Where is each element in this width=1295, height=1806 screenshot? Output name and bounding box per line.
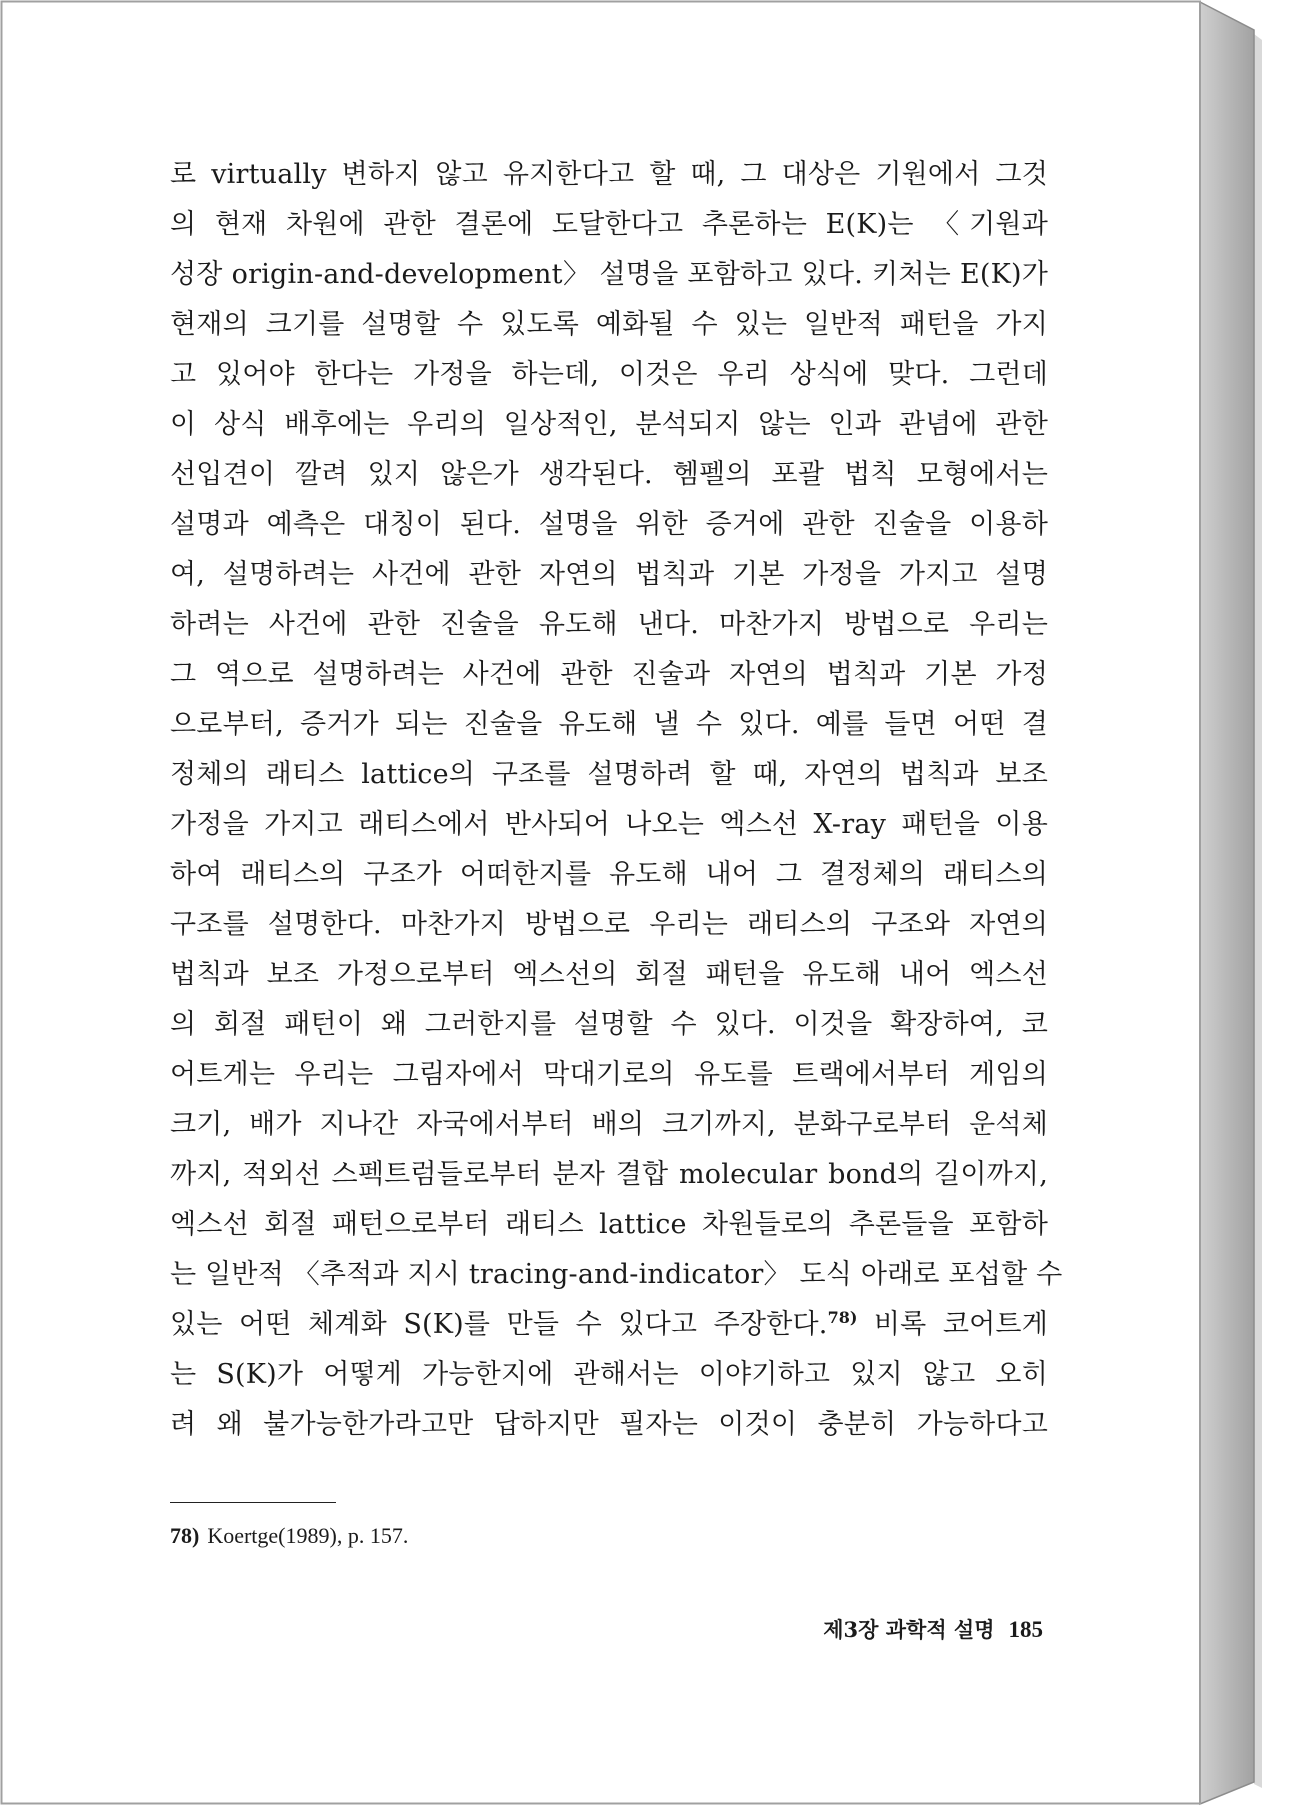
text-line: 으로부터, 증거가 되는 진술을 유도해 낼 수 있다. 예를 들면 어떤 결 xyxy=(170,709,1048,740)
footnote-divider xyxy=(170,1502,336,1503)
footnote-text: Koertge(1989), p. 157. xyxy=(207,1523,409,1548)
text-line: 하여 래티스의 구조가 어떠한지를 유도해 내어 그 결정체의 래티스의 xyxy=(170,859,1048,890)
text-line: 정체의 래티스 lattice의 구조를 설명하려 할 때, 자연의 법칙과 보조 xyxy=(170,759,1048,790)
text-line: 법칙과 보조 가정으로부터 엑스선의 회절 패턴을 유도해 내어 엑스선 xyxy=(170,959,1048,990)
text-line: 는 일반적 〈추적과 지시 tracing-and-indicator〉 도식 아래로 포섭할 수 xyxy=(170,1259,1063,1290)
text-line: 여, 설명하려는 사건에 관한 자연의 법칙과 기본 가정을 가지고 설명 xyxy=(170,559,1048,590)
book-page-edge xyxy=(1200,2,1254,1804)
text-line-with-footnote-ref xyxy=(170,1300,1048,1350)
text-line: 선입견이 깔려 있지 않은가 생각된다. 헴펠의 포괄 법칙 모형에서는 xyxy=(170,459,1048,490)
text-segment: 있는 어떤 체계화 S(K)를 만들 수 있다고 주장한다. xyxy=(170,1309,828,1340)
text-line: 엑스선 회절 패턴으로부터 래티스 lattice 차원들로의 추론들을 포함하 xyxy=(170,1209,1048,1240)
text-line: 이 상식 배후에는 우리의 일상적인, 분석되지 않는 인과 관념에 관한 xyxy=(170,409,1048,440)
text-line: 의 회절 패턴이 왜 그러한지를 설명할 수 있다. 이것을 확장하여, 코 xyxy=(170,1009,1048,1040)
text-line: 하려는 사건에 관한 진술을 유도해 낸다. 마찬가지 방법으로 우리는 xyxy=(170,609,1048,640)
text-line: 크기, 배가 지나간 자국에서부터 배의 크기까지, 분화구로부터 운석체 xyxy=(170,1109,1048,1140)
text-line: 가정을 가지고 래티스에서 반사되어 나오는 엑스선 X-ray 패턴을 이용 xyxy=(170,809,1048,840)
text-line: 는 S(K)가 어떻게 가능한지에 관해서는 이야기하고 있지 않고 오히 xyxy=(170,1359,1048,1390)
text-line: 의 현재 차원에 관한 결론에 도달한다고 추론하는 E(K)는 〈기원과 xyxy=(170,209,1048,240)
running-footer xyxy=(640,1614,1043,1644)
text-line: 로 virtually 변하지 않고 유지한다고 할 때, 그 대상은 기원에서 그것 xyxy=(170,159,1048,190)
text-line: 까지, 적외선 스펙트럼들로부터 분자 결합 molecular bond의 길이까지, xyxy=(170,1159,1048,1190)
footnote-number: 78) xyxy=(170,1523,200,1548)
footnote xyxy=(170,1523,408,1549)
text-line: 현재의 크기를 설명할 수 있도록 예화될 수 있는 일반적 패턴을 가지 xyxy=(170,309,1048,340)
page-number: 185 xyxy=(1008,1617,1043,1642)
text-line: 구조를 설명한다. 마찬가지 방법으로 우리는 래티스의 구조와 자연의 xyxy=(170,909,1048,940)
chapter-title: 제3장 과학적 설명 xyxy=(823,1617,995,1642)
book-edge-shadow xyxy=(1254,34,1262,1788)
text-line: 려 왜 불가능한가라고만 답하지만 필자는 이것이 충분히 가능하다고 xyxy=(170,1409,1048,1440)
text-line: 성장 origin-and-development〉 설명을 포함하고 있다. 키처는 E(K)가 xyxy=(170,259,1048,290)
text-line: 설명과 예측은 대칭이 된다. 설명을 위한 증거에 관한 진술을 이용하 xyxy=(170,509,1048,540)
body-text xyxy=(170,150,1063,1450)
text-line: 고 있어야 한다는 가정을 하는데, 이것은 우리 상식에 맞다. 그런데 xyxy=(170,359,1048,390)
text-line: 그 역으로 설명하려는 사건에 관한 진술과 자연의 법칙과 기본 가정 xyxy=(170,659,1048,690)
footnote-reference: 78) xyxy=(827,1308,858,1327)
text-line: 어트게는 우리는 그림자에서 막대기로의 유도를 트랙에서부터 게임의 xyxy=(170,1059,1048,1090)
text-segment: 비록 코어트게 xyxy=(857,1309,1048,1340)
